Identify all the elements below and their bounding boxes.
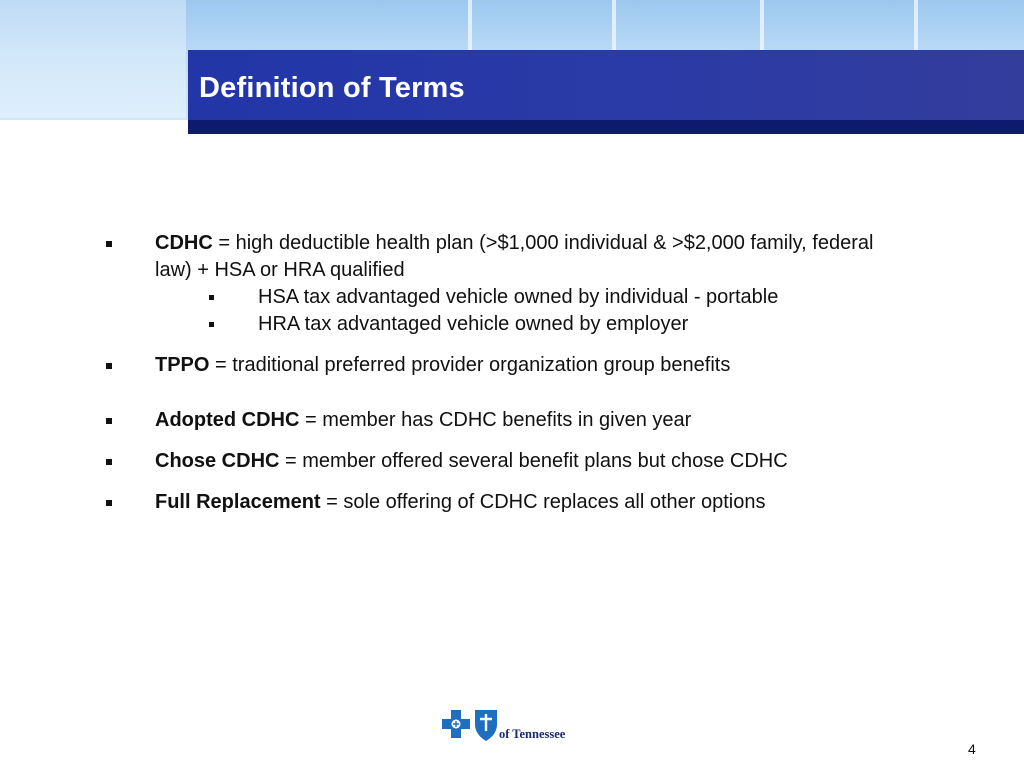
page-title: Definition of Terms [199, 72, 465, 104]
term-definition: = traditional preferred provider organization group benefits [209, 354, 731, 376]
bullet-icon [106, 459, 112, 465]
bullet-icon [209, 295, 214, 300]
bullet-icon [106, 500, 112, 506]
page-number: 4 [968, 741, 976, 757]
bullet-icon [209, 322, 214, 327]
logo-text: of Tennessee [499, 727, 566, 741]
title-underline [188, 120, 1024, 134]
header-divider [468, 0, 472, 50]
blue-shield-icon [472, 706, 502, 746]
sub-item-text: HRA tax advantaged vehicle owned by employer [258, 313, 689, 335]
term-label: TPPO [155, 354, 210, 376]
header-divider [914, 0, 918, 50]
term-definition: = sole offering of CDHC replaces all other options [320, 491, 766, 513]
header-divider [612, 0, 616, 50]
term-label: Full Replacement [155, 491, 321, 513]
bullet-icon [106, 418, 112, 424]
term-label: Adopted CDHC [155, 409, 300, 431]
bullet-icon [106, 241, 112, 247]
term-definition: = member offered several benefit plans but chose CDHC [279, 450, 788, 472]
term-definition: = member has CDHC benefits in given year [299, 409, 692, 431]
header-divider [760, 0, 764, 50]
bullet-icon [106, 363, 112, 369]
sub-item-text: HSA tax advantaged vehicle owned by individual - portable [258, 286, 779, 308]
term-definition: = high deductible health plan (>$1,000 individual & >$2,000 family, federal law) + HSA or HRA qualified [155, 232, 874, 281]
term-label: Chose CDHC [155, 450, 280, 472]
term-label: CDHC [155, 232, 213, 254]
header-tile [0, 0, 186, 118]
